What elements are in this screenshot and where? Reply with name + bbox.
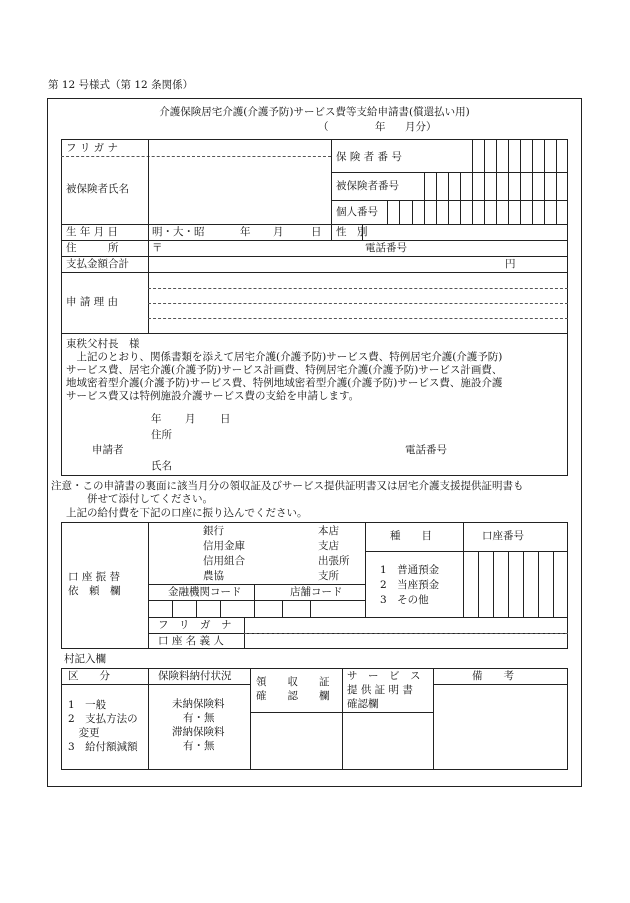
delinquent-premium: 滞納保険料 bbox=[172, 726, 225, 738]
account-type-label: 種 目 bbox=[390, 530, 432, 542]
account-type-1: 1 普通預金 bbox=[380, 564, 440, 576]
remarks-label: 備 考 bbox=[472, 670, 514, 682]
service-proof-label-2: 提 供 証 明 書 bbox=[347, 684, 413, 696]
holder-furigana-label: フ リ ガ ナ bbox=[158, 619, 232, 631]
account-number-label: 口座番号 bbox=[482, 530, 524, 542]
category-2: 2 支払方法の bbox=[68, 713, 138, 725]
declaration-line-4: サービス費又は特例施設介護サービス費の支給を申請します。 bbox=[66, 390, 360, 402]
delinquent-yes-no: 有・無 bbox=[183, 740, 215, 752]
birth-date-label: 生 年 月 日 bbox=[66, 226, 119, 238]
account-type-3: 3 その他 bbox=[380, 594, 429, 606]
declaration-line-2: サービス費、居宅介護(介護予防)サービス計画費、特例居宅介護(介護予防)サービス計画費、 bbox=[66, 364, 503, 376]
transfer-instruction: 上記の給付費を下記の口座に振り込んでください。 bbox=[66, 507, 308, 519]
personal-number-label: 個人番号 bbox=[336, 206, 378, 218]
receipt-check-label-2: 確 認 欄 bbox=[256, 690, 330, 702]
institution-bank: 銀行 bbox=[203, 525, 224, 537]
form-number: 第 12 号様式（第 12 条関係） bbox=[48, 79, 194, 91]
form-title: 介護保険居宅介護(介護予防)サービス費等支給申請書(償還払い用) bbox=[159, 106, 470, 118]
bank-code-label: 金融機関コード bbox=[168, 586, 242, 598]
subtitle-open-paren: （ bbox=[318, 121, 329, 133]
branch-code-label: 店舗コード bbox=[290, 586, 343, 598]
furigana-divider bbox=[61, 156, 331, 157]
declaration-month: 月 bbox=[185, 413, 196, 425]
applicant-label: 申請者 bbox=[92, 444, 124, 456]
birth-year-unit: 年 bbox=[240, 226, 251, 238]
premium-status-label: 保険料納付状況 bbox=[158, 670, 232, 682]
branch-office: 出張所 bbox=[318, 555, 350, 567]
furigana-label: フ リ ガ ナ bbox=[66, 142, 119, 154]
declaration-line-3: 地域密着型介護(介護予防)サービス費、特例地域密着型介護(介護予防)サービス費、施設介護 bbox=[66, 377, 503, 389]
declaration-day: 日 bbox=[220, 413, 231, 425]
total-payment-label: 支払金額合計 bbox=[66, 258, 129, 270]
birth-day-unit: 日 bbox=[311, 226, 322, 238]
birth-month-unit: 月 bbox=[273, 226, 284, 238]
addressee: 東秩父村長 様 bbox=[66, 338, 140, 350]
village-heading: 村記入欄 bbox=[64, 653, 106, 665]
category-2-cont: 変更 bbox=[68, 727, 100, 739]
applicant-name-label: 氏名 bbox=[151, 460, 172, 472]
category-3: 3 給付額減額 bbox=[68, 741, 138, 753]
institution-shinkumi: 信用組合 bbox=[203, 555, 245, 567]
unpaid-premium: 未納保険料 bbox=[172, 698, 225, 710]
insured-name-label: 被保険者氏名 bbox=[66, 183, 129, 195]
branch-main: 本店 bbox=[318, 525, 339, 537]
yen-unit: 円 bbox=[505, 258, 516, 270]
phone-label: 電話番号 bbox=[365, 242, 407, 254]
declaration-year: 年 bbox=[151, 413, 162, 425]
insurer-number-label: 保 険 者 番 号 bbox=[336, 151, 402, 163]
note-line-1: 注意・この申請書の裏面に該当月分の領収証及びサービス提供証明書又は居宅介護支援提供証明書も bbox=[51, 480, 524, 492]
institution-ja: 農協 bbox=[203, 570, 224, 582]
applicant-address-label: 住所 bbox=[151, 429, 172, 441]
declaration-line-1: 上記のとおり、関係書類を添えて居宅介護(介護予防)サービス費、特例居宅介護(介護予防) bbox=[66, 351, 503, 363]
sex-label: 性 別 bbox=[336, 226, 368, 238]
receipt-check-label-1: 領 収 証 bbox=[256, 676, 330, 688]
subtitle-year: 年 bbox=[375, 121, 386, 133]
address-label: 住 所 bbox=[66, 242, 119, 254]
service-proof-label-3: 確認欄 bbox=[347, 698, 379, 710]
branch-branch: 支店 bbox=[318, 540, 339, 552]
note-line-2: 併せて添付してください。 bbox=[87, 493, 213, 505]
category-1: 1 一般 bbox=[68, 699, 107, 711]
postal-mark: 〒 bbox=[152, 242, 163, 254]
reason-label: 申 請 理 由 bbox=[66, 296, 119, 308]
branch-sub: 支所 bbox=[318, 570, 339, 582]
applicant-phone-label: 電話番号 bbox=[405, 444, 447, 456]
main-table-border bbox=[61, 139, 568, 476]
category-label: 区 分 bbox=[68, 670, 110, 682]
subtitle-month: 月分） bbox=[405, 121, 437, 133]
bank-section-label-2: 依 頼 欄 bbox=[68, 585, 121, 597]
institution-shinkin: 信用金庫 bbox=[203, 540, 245, 552]
service-proof-label-1: サ ー ビ ス bbox=[347, 670, 421, 682]
bank-section-label-1: 口 座 振 替 bbox=[68, 571, 121, 583]
era-options: 明・大・昭 bbox=[152, 226, 205, 238]
insured-number-label: 被保険者番号 bbox=[336, 180, 399, 192]
unpaid-yes-no: 有・無 bbox=[183, 712, 215, 724]
account-holder-label: 口 座 名 義 人 bbox=[158, 635, 224, 647]
account-type-2: 2 当座預金 bbox=[380, 579, 440, 591]
